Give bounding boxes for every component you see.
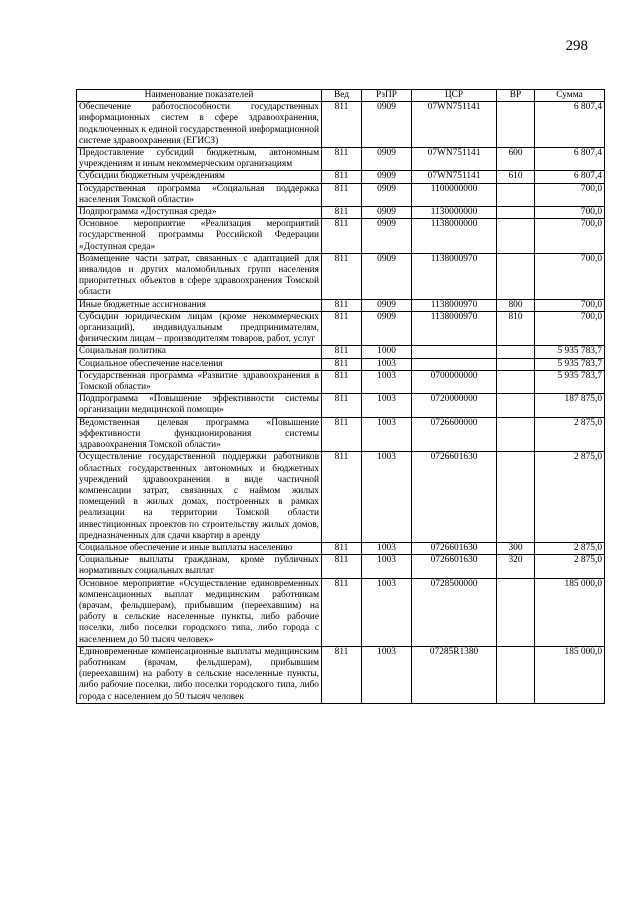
cell-csr: 0726601630 <box>412 555 497 578</box>
cell-name: Подпрограмма «Доступная среда» <box>77 207 322 219</box>
cell-vr <box>497 646 535 703</box>
cell-ved: 811 <box>322 394 362 417</box>
cell-rzpr: 0909 <box>362 171 412 183</box>
header-sum: Сумма <box>535 90 605 102</box>
cell-vr: 320 <box>497 555 535 578</box>
table-row <box>77 219 605 254</box>
cell-ved: 811 <box>322 253 362 299</box>
table-row <box>77 311 605 346</box>
budget-table <box>76 89 605 704</box>
cell-ved: 811 <box>322 646 362 703</box>
cell-name: Единовременные компенсационные выплаты медицинским работникам (врачам, фельдшерам), прибывшим (переехавшим) на работу в сельские населенные пункты, либо рабочие поселки, либо поселки городского типа, либо города с населением до 50 тысяч человек <box>77 646 322 703</box>
cell-name: Государственная программа «Социальная поддержка населения Томской области» <box>77 183 322 206</box>
cell-ved: 811 <box>322 417 362 452</box>
cell-ved: 811 <box>322 346 362 358</box>
cell-rzpr: 1003 <box>362 358 412 370</box>
cell-csr: 0726600000 <box>412 417 497 452</box>
cell-csr: 0726601630 <box>412 452 497 543</box>
cell-sum: 5 935 783,7 <box>535 370 605 393</box>
cell-sum: 187 875,0 <box>535 394 605 417</box>
cell-vr <box>497 358 535 370</box>
cell-rzpr: 0909 <box>362 253 412 299</box>
cell-rzpr: 1003 <box>362 646 412 703</box>
cell-sum: 700,0 <box>535 183 605 206</box>
cell-csr: 1138000000 <box>412 219 497 254</box>
cell-vr <box>497 102 535 148</box>
table-row <box>77 171 605 183</box>
cell-ved: 811 <box>322 452 362 543</box>
cell-sum: 700,0 <box>535 299 605 311</box>
cell-ved: 811 <box>322 542 362 554</box>
cell-rzpr: 0909 <box>362 219 412 254</box>
header-rzpr: РзПР <box>362 90 412 102</box>
cell-csr <box>412 358 497 370</box>
cell-vr <box>497 394 535 417</box>
cell-sum: 2 875,0 <box>535 542 605 554</box>
cell-sum: 700,0 <box>535 253 605 299</box>
cell-ved: 811 <box>322 311 362 346</box>
cell-vr: 810 <box>497 311 535 346</box>
table-row <box>77 542 605 554</box>
cell-vr <box>497 452 535 543</box>
table-row <box>77 148 605 171</box>
table-row <box>77 346 605 358</box>
cell-ved: 811 <box>322 102 362 148</box>
cell-csr: 1138000970 <box>412 311 497 346</box>
cell-sum: 185 000,0 <box>535 646 605 703</box>
cell-sum: 2 875,0 <box>535 555 605 578</box>
table-row <box>77 183 605 206</box>
cell-sum: 5 935 783,7 <box>535 358 605 370</box>
cell-csr: 1130000000 <box>412 207 497 219</box>
cell-name: Осуществление государственной поддержки работников областных государственных автономных и бюджетных учреждений здравоохранения в виде частичной компенсации затрат, связанных с наймом жилых помещений в жилых домах, построенных в рамках реализации на территории Томской области инвестиционных проектов по строительству жилых домов, предназначенных для сдачи квартир в аренду <box>77 452 322 543</box>
table-row <box>77 102 605 148</box>
table-row <box>77 417 605 452</box>
cell-rzpr: 0909 <box>362 148 412 171</box>
table-row <box>77 207 605 219</box>
cell-vr: 610 <box>497 171 535 183</box>
cell-csr: 0700000000 <box>412 370 497 393</box>
cell-name: Предоставление субсидий бюджетным, автономным учреждениям и иным некоммерческим организациям <box>77 148 322 171</box>
cell-name: Подпрограмма «Повышение эффективности системы организации медицинской помощи» <box>77 394 322 417</box>
cell-rzpr: 1003 <box>362 417 412 452</box>
cell-csr: 1138000970 <box>412 299 497 311</box>
table-row <box>77 358 605 370</box>
cell-name: Социальная политика <box>77 346 322 358</box>
cell-name: Социальные выплаты гражданам, кроме публичных нормативных социальных выплат <box>77 555 322 578</box>
cell-name: Возмещение части затрат, связанных с адаптацией для инвалидов и других маломобильных групп населения приоритетных объектов в сфере здравоохранения Томской области <box>77 253 322 299</box>
cell-csr: 07WN751141 <box>412 102 497 148</box>
table-row <box>77 646 605 703</box>
header-name: Наименование показателей <box>77 90 322 102</box>
cell-rzpr: 1003 <box>362 394 412 417</box>
cell-vr <box>497 417 535 452</box>
cell-sum: 700,0 <box>535 311 605 346</box>
table-row <box>77 394 605 417</box>
cell-csr: 07WN751141 <box>412 171 497 183</box>
cell-rzpr: 0909 <box>362 311 412 346</box>
cell-sum: 2 875,0 <box>535 417 605 452</box>
cell-ved: 811 <box>322 358 362 370</box>
cell-vr <box>497 370 535 393</box>
cell-rzpr: 1003 <box>362 555 412 578</box>
cell-name: Государственная программа «Развитие здравоохранения в Томской области» <box>77 370 322 393</box>
cell-name: Субсидии юридическим лицам (кроме некоммерческих организаций), индивидуальным предпринимателям, физическим лицам – производителям товаров, работ, услуг <box>77 311 322 346</box>
cell-rzpr: 1003 <box>362 578 412 646</box>
table-body <box>77 102 605 704</box>
cell-csr: 0726601630 <box>412 542 497 554</box>
cell-sum: 5 935 783,7 <box>535 346 605 358</box>
cell-rzpr: 1003 <box>362 542 412 554</box>
cell-ved: 811 <box>322 370 362 393</box>
cell-vr <box>497 346 535 358</box>
cell-sum: 700,0 <box>535 219 605 254</box>
cell-sum: 2 875,0 <box>535 452 605 543</box>
cell-vr <box>497 253 535 299</box>
cell-vr <box>497 207 535 219</box>
cell-vr: 600 <box>497 148 535 171</box>
cell-sum: 700,0 <box>535 207 605 219</box>
cell-vr <box>497 183 535 206</box>
cell-rzpr: 1003 <box>362 452 412 543</box>
cell-rzpr: 1000 <box>362 346 412 358</box>
cell-name: Основное мероприятие «Осуществление единовременных компенсационных выплат медицинским работникам (врачам, фельдшерам), прибывшим (переехавшим) на работу в сельские населенные пункты, либо рабочие поселки, либо поселки городского типа, либо города с населением до 50 тысяч человек» <box>77 578 322 646</box>
cell-ved: 811 <box>322 171 362 183</box>
page-number: 298 <box>565 38 588 54</box>
cell-rzpr: 0909 <box>362 299 412 311</box>
cell-name: Социальное обеспечение и иные выплаты населению <box>77 542 322 554</box>
cell-name: Обеспечение работоспособности государственных информационных систем в сфере здравоохранения, подключенных к единой государственной информационной системе здравоохранения (ЕГИСЗ) <box>77 102 322 148</box>
cell-csr: 07WN751141 <box>412 148 497 171</box>
cell-vr: 300 <box>497 542 535 554</box>
cell-ved: 811 <box>322 183 362 206</box>
cell-sum: 6 807,4 <box>535 102 605 148</box>
table-header-row <box>77 90 605 102</box>
cell-sum: 6 807,4 <box>535 148 605 171</box>
cell-vr <box>497 219 535 254</box>
cell-csr: 1138000970 <box>412 253 497 299</box>
cell-name: Основное мероприятие «Реализация мероприятий государственной программы Российской Федерации «Доступная среда» <box>77 219 322 254</box>
cell-ved: 811 <box>322 148 362 171</box>
cell-rzpr: 0909 <box>362 207 412 219</box>
cell-sum: 185 000,0 <box>535 578 605 646</box>
table-row <box>77 299 605 311</box>
cell-ved: 811 <box>322 219 362 254</box>
cell-name: Субсидии бюджетным учреждениям <box>77 171 322 183</box>
table-row <box>77 555 605 578</box>
cell-csr: 0728500000 <box>412 578 497 646</box>
table-row <box>77 253 605 299</box>
cell-rzpr: 0909 <box>362 183 412 206</box>
header-ved: Вед <box>322 90 362 102</box>
cell-ved: 811 <box>322 207 362 219</box>
cell-name: Социальное обеспечение населения <box>77 358 322 370</box>
cell-rzpr: 0909 <box>362 102 412 148</box>
cell-csr: 1100000000 <box>412 183 497 206</box>
table-row <box>77 578 605 646</box>
cell-ved: 811 <box>322 578 362 646</box>
header-vr: ВР <box>497 90 535 102</box>
cell-ved: 811 <box>322 299 362 311</box>
cell-csr <box>412 346 497 358</box>
cell-name: Иные бюджетные ассигнования <box>77 299 322 311</box>
cell-vr: 800 <box>497 299 535 311</box>
cell-ved: 811 <box>322 555 362 578</box>
cell-name: Ведомственная целевая программа «Повышение эффективности функционирования системы здравоохранения Томской области» <box>77 417 322 452</box>
cell-vr <box>497 578 535 646</box>
cell-sum: 6 807,4 <box>535 171 605 183</box>
header-csr: ЦСР <box>412 90 497 102</box>
cell-csr: 0720000000 <box>412 394 497 417</box>
table-row <box>77 452 605 543</box>
cell-rzpr: 1003 <box>362 370 412 393</box>
cell-csr: 07285R1380 <box>412 646 497 703</box>
table-row <box>77 370 605 393</box>
